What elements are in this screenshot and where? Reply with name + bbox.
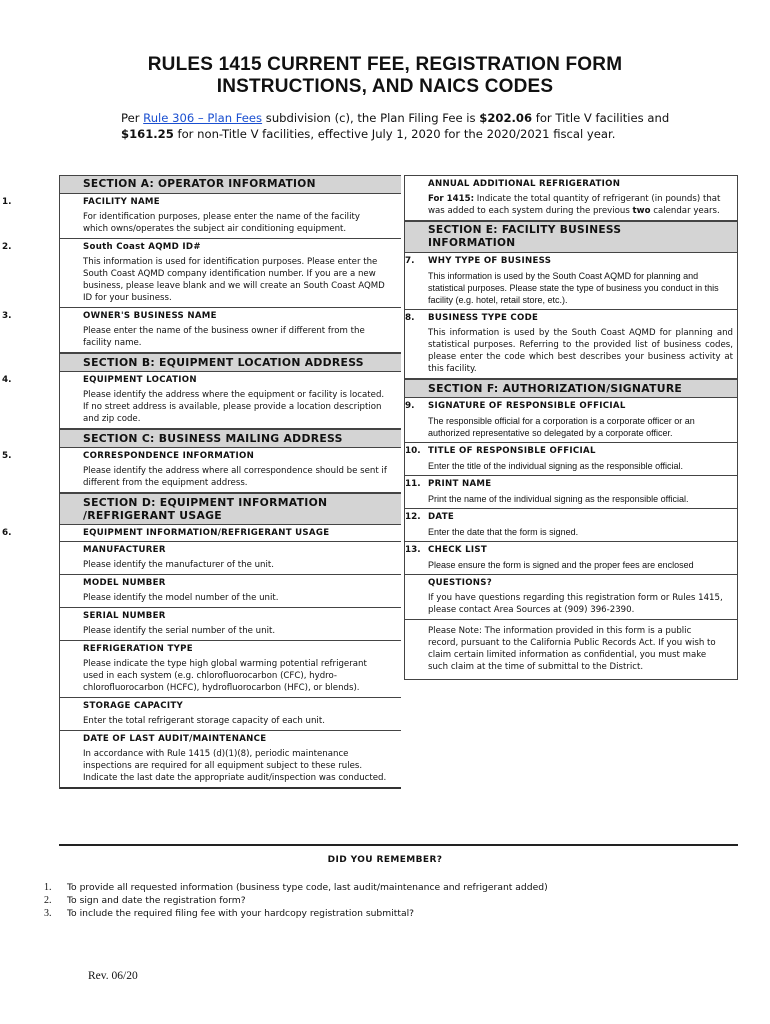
title-line-1: RULES 1415 CURRENT FEE, REGISTRATION FORM <box>147 54 623 75</box>
item-label: BUSINESS TYPE CODE <box>428 313 539 323</box>
sub-label: STORAGE CAPACITY <box>83 701 184 711</box>
item-label: SIGNATURE OF RESPONSIBLE OFFICIAL <box>428 401 626 411</box>
fee-title-v: $202.06 <box>479 111 533 125</box>
revision-label: Rev. 06/20 <box>88 970 138 982</box>
section-b-header: SECTION B: EQUIPMENT LOCATION ADDRESS <box>60 353 401 372</box>
right-column <box>404 175 738 680</box>
sub-label: MODEL NUMBER <box>83 578 166 588</box>
item-description: Enter the title of the individual signing as the responsible official. <box>428 461 683 471</box>
item-label: TITLE OF RESPONSIBLE OFFICIAL <box>428 446 596 456</box>
item-number: 9. <box>405 401 415 411</box>
sub-manufacturer <box>60 541 401 574</box>
item-description <box>405 192 737 220</box>
annual-two: two <box>632 206 651 216</box>
item-correspondence <box>2 448 401 493</box>
section-a-header: SECTION A: OPERATOR INFORMATION <box>60 175 401 194</box>
item-number: 12. <box>405 512 421 522</box>
intro-post: for non-Title V facilities, effective July 1, 2020 for the 2020/2021 fiscal year. <box>173 127 616 141</box>
item-description: Please ensure the form is signed and the proper fees are enclosed <box>428 560 694 570</box>
item-number: 3. <box>2 311 12 321</box>
item-label: PRINT NAME <box>428 479 492 489</box>
item-facility-name <box>2 194 401 239</box>
item-description: Print the name of the individual signing as the responsible official. <box>428 494 689 504</box>
item-date <box>405 509 737 542</box>
list-number: 2. <box>44 895 52 906</box>
section-d-header <box>60 493 401 525</box>
section-c-header: SECTION C: BUSINESS MAILING ADDRESS <box>60 429 401 448</box>
fee-non-title-v: $161.25 <box>121 127 174 141</box>
item-number: 5. <box>2 451 12 461</box>
section-d-line-1: SECTION D: EQUIPMENT INFORMATION <box>83 496 328 509</box>
item-description: The responsible official for a corporation is a corporate officer or an authorized representative so delegated by a corporate officer. <box>428 416 695 438</box>
sub-label: MANUFACTURER <box>83 545 166 555</box>
item-number: 6. <box>2 528 12 538</box>
section-d-line-2: /REFRIGERANT USAGE <box>83 509 222 522</box>
item-label: CORRESPONDENCE INFORMATION <box>83 451 255 461</box>
item-print-name <box>405 476 737 509</box>
item-label: QUESTIONS? <box>428 578 493 588</box>
sub-label: DATE OF LAST AUDIT/MAINTENANCE <box>83 734 267 744</box>
item-label: WHY TYPE OF BUSINESS <box>428 256 552 266</box>
item-equipment-location <box>2 372 401 429</box>
item-number: 8. <box>405 313 415 323</box>
left-column <box>2 175 401 789</box>
item-number: 10. <box>405 446 421 456</box>
item-description: If you have questions regarding this registration form or Rules 1415, please contact Area Sources at (909) 396-2390. <box>428 593 723 615</box>
list-text: To provide all requested information (business type code, last audit/maintenance and refrigerant added) <box>67 882 548 893</box>
list-item <box>30 894 548 907</box>
list-item <box>30 881 548 894</box>
item-label: FACILITY NAME <box>83 197 160 207</box>
item-why-type-business <box>405 253 737 310</box>
item-description: This information is used by the South Coast AQMD for planning and statistical purposes. Please state the type of business you conduct in this facility (e.g. hotel, retail store, etc.). <box>428 271 719 305</box>
item-label: CHECK LIST <box>428 545 488 555</box>
section-e-header: SECTION E: FACILITY BUSINESS INFORMATION <box>405 221 737 253</box>
item-label: DATE <box>428 512 455 522</box>
sub-description: Please identify the model number of the unit. <box>83 593 279 603</box>
sub-serial-number <box>60 607 401 640</box>
item-number: 1. <box>2 197 12 207</box>
list-text: To include the required filing fee with your hardcopy registration submittal? <box>67 908 415 919</box>
item-description: Enter the date that the form is signed. <box>428 527 579 537</box>
list-number: 3. <box>44 908 52 919</box>
item-questions <box>405 575 737 620</box>
item-title-official <box>405 443 737 476</box>
item-check-list <box>405 542 737 575</box>
item-owner-name <box>2 308 401 353</box>
item-signature <box>405 398 737 443</box>
reminder-list <box>30 881 548 920</box>
title-line-2: INSTRUCTIONS, AND NAICS CODES <box>216 76 554 97</box>
note-text: Please Note: The information provided in this form is a public record, pursuant to the California Public Records Act. If you wish to claim certain limited information as confidential, you must make such claim at the time of submittal to the District. <box>428 626 716 672</box>
item-description: This information is used by the South Coast AQMD for planning and statistical purposes. Referring to the provided list of business codes, please enter the code which best describes your business activity at this facility. <box>428 328 733 374</box>
item-number: 11. <box>405 479 421 489</box>
intro-mid2: for Title V facilities and <box>532 111 670 125</box>
annual-desc-1: Indicate the total quantity of refrigerant (in pounds) that was added to each system during the previous <box>428 194 721 216</box>
item-description: Please identify the address where all correspondence should be sent if different from the equipment address. <box>83 466 387 488</box>
item-number: 13. <box>405 545 421 555</box>
annual-for-1415: For 1415: <box>428 194 475 204</box>
item-annual-refrigeration <box>405 176 737 221</box>
list-number: 1. <box>44 882 52 893</box>
item-public-record-note <box>405 620 737 679</box>
item-description: Please enter the name of the business owner if different from the facility name. <box>83 326 365 348</box>
did-you-remember-heading: DID YOU REMEMBER? <box>327 855 443 865</box>
sub-description: Please identify the serial number of the unit. <box>83 626 276 636</box>
intro-mid1: subdivision (c), the Plan Filing Fee is <box>262 111 480 125</box>
sub-description: In accordance with Rule 1415 (d)(1)(8), periodic maintenance inspections are required for all equipment subject to these rules. Indicate the last date the appropriate audit/inspection was conducted. <box>83 749 387 783</box>
sub-label: SERIAL NUMBER <box>83 611 166 621</box>
sub-label: REFRIGERATION TYPE <box>83 644 193 654</box>
item-label: EQUIPMENT INFORMATION/REFRIGERANT USAGE <box>83 528 330 538</box>
annual-desc-2: calendar years. <box>650 206 720 216</box>
item-label: ANNUAL ADDITIONAL REFRIGERATION <box>428 179 621 189</box>
item-equipment-info <box>2 525 401 789</box>
item-aqmd-id <box>2 239 401 308</box>
item-number: 7. <box>405 256 415 266</box>
list-text: To sign and date the registration form? <box>67 895 246 906</box>
item-business-type-code <box>405 310 737 379</box>
item-label: South Coast AQMD ID# <box>83 242 201 252</box>
intro-pre: Per <box>121 111 144 125</box>
item-label: OWNER'S BUSINESS NAME <box>83 311 217 321</box>
sub-last-audit <box>60 730 401 787</box>
sub-description: Please identify the manufacturer of the unit. <box>83 560 274 570</box>
sub-refrigeration-type <box>60 640 401 697</box>
section-f-header: SECTION F: AUTHORIZATION/SIGNATURE <box>405 379 737 398</box>
page-title <box>60 54 710 98</box>
item-number: 2. <box>2 242 12 252</box>
rule-306-link[interactable]: Rule 306 – Plan Fees <box>143 111 263 125</box>
item-description: For identification purposes, please enter the name of the facility which owns/operates the subject air conditioning equipment. <box>83 212 360 234</box>
list-item <box>30 907 548 920</box>
sub-description: Enter the total refrigerant storage capacity of each unit. <box>83 716 325 726</box>
item-label: EQUIPMENT LOCATION <box>83 375 197 385</box>
sub-description: Please indicate the type high global warming potential refrigerant used in each system (e.g. chlorofluorocarbon (CFC), hydro-chlorofluorocarbon (HCFC), hydrofluorocarbon (HFC), or blends). <box>83 659 367 693</box>
item-number: 4. <box>2 375 12 385</box>
intro-paragraph <box>121 110 681 142</box>
separator-line <box>59 844 738 846</box>
sub-storage-capacity <box>60 697 401 730</box>
sub-model-number <box>60 574 401 607</box>
item-description: This information is used for identification purposes. Please enter the South Coast AQMD company identification number. If you are a new business, please leave blank and we will create an South Coast AQMD ID for your business. <box>83 257 385 303</box>
item-description: Please identify the address where the equipment or facility is located. If no street address is available, please provide a location description and zip code. <box>83 390 385 424</box>
